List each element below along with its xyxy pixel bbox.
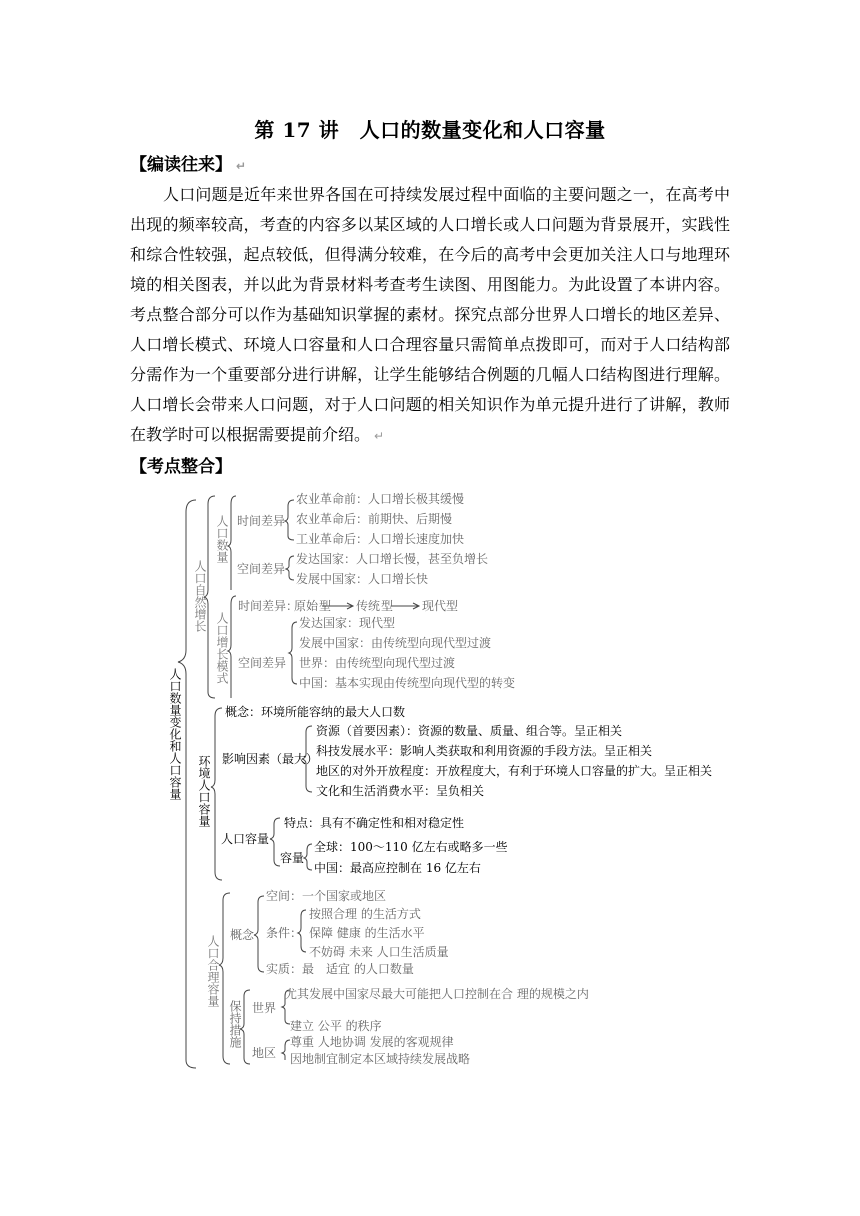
b1b-space: 空间差异	[238, 656, 287, 670]
b3-space: 空间：一个国家或地区	[266, 889, 387, 903]
b3-measure: 保持措施	[228, 1000, 242, 1048]
b1b-s4: 中国：基本实现由传统型向现代型的转变	[299, 676, 516, 690]
b1a-t2: 农业革命后：前期快、后期慢	[296, 512, 453, 526]
b2-f4: 文化和生活消费水平：呈负相关	[316, 784, 485, 798]
b1-label: 人口自然增长	[193, 560, 207, 632]
b3-r2: 因地制宜制定本区域持续发展战略	[290, 1052, 471, 1066]
b3-w2: 建立 公平 的秩序	[290, 1019, 382, 1033]
section-heading-key-points: 【考点整合】	[130, 457, 232, 477]
b3-c3: 不妨碍 未来 人口生活质量	[309, 945, 449, 959]
return-mark: ↵	[236, 159, 247, 173]
b1b-s3: 世界：由传统型向现代型过渡	[299, 656, 456, 670]
b2-c2a: 全球：100～110 亿左右或略多一些	[314, 840, 508, 854]
b2-factor: 影响因素（最大）	[222, 752, 319, 766]
b3-r1: 尊重 人地协调 发展的客观规律	[290, 1035, 454, 1049]
b3-c1: 按照合理 的生活方式	[309, 907, 421, 921]
b1b-time: 时间差异：	[238, 599, 299, 613]
root-label: 人口数量变化和人口容量	[168, 668, 182, 800]
section-heading-editorial: 【编读往来】 ↵	[130, 155, 247, 175]
b3-cond: 条件：	[266, 926, 303, 940]
b3-essence: 实质：最 适宜 的人口数量	[266, 962, 414, 976]
b1a-s1: 发达国家：人口增长慢，甚至负增长	[296, 552, 489, 566]
b3-w1: 尤其发展中国家尽最大可能把人口控制在合 理的规模之内	[285, 987, 589, 1001]
b3-label: 人口合理容量	[206, 935, 220, 1007]
b1a-label: 人口数量	[215, 515, 229, 563]
b1a-space: 空间差异	[237, 562, 286, 576]
b1a-time: 时间差异	[237, 514, 286, 528]
b1b-t1b: 型	[319, 599, 332, 613]
b1b-t1c: 传统	[356, 599, 381, 613]
b3-world: 世界	[252, 1001, 277, 1015]
b1b-s2: 发展中国家：由传统型向现代型过渡	[299, 636, 492, 650]
b3-concept: 概念	[230, 928, 255, 942]
b2-c2: 容量	[280, 851, 305, 865]
b1b-t1e: 现代	[422, 599, 447, 613]
b2-f3: 地区的对外开放程度：开放程度大，有利于环境人口容量的扩大。呈正相关	[316, 764, 713, 778]
b2-f1: 资源（首要因素）：资源的数量、质量、组合等。呈正相关	[316, 724, 623, 738]
intro-paragraph: 人口问题是近年来世界各国在可持续发展过程中面临的主要问题之一，在高考中出现的频率较高，考查的内容多以某区域的人口增长或人口问题为背景展开，实践性和综合性较强，起点较低，但得满分较难，在今后的高考中会更加关注人口与地理环境的相关图表，并以此为背景材料考查考生读图、用图能力。为此设置了本讲内容。考点整合部分可以作为基础知识掌握的素材。探究点部分世界人口增长的地区差异、人口增长模式、环境人口容量和人口合理容量只需简单点拨即可，而对于人口结构部分需作为一个重要部分进行讲解，让学生能够结合例题的几幅人口结构图进行理解。人口增长会带来人口问题，对于人口问题的相关知识作为单元提升进行了讲解，教师在教学时可以根据需要提前介绍。 ↵	[130, 185, 730, 444]
b1a-t3: 工业革命后：人口增长速度加快	[296, 532, 465, 546]
page-title: 第 17 讲 人口的数量变化和人口容量	[254, 118, 606, 142]
b1a-t1: 农业革命前：人口增长极其缓慢	[296, 492, 465, 506]
b1b-t1a: 原始	[294, 599, 319, 613]
b1b-t1d: 型	[381, 599, 394, 613]
b3-c2: 保障 健康 的生活水平	[309, 926, 425, 940]
b2-cap: 人口容量	[221, 832, 270, 846]
b2-concept: 概念：环境所能容纳的最大人口数	[225, 705, 406, 719]
b2-c1: 特点：具有不确定性和相对稳定性	[284, 816, 465, 830]
b2-c2b: 中国：最高应控制在 16 亿左右	[314, 861, 481, 875]
b1b-s1: 发达国家：现代型	[299, 616, 396, 630]
b2-f2: 科技发展水平：影响人类获取和利用资源的手段方法。呈正相关	[316, 744, 653, 758]
b3-region: 地区	[252, 1046, 277, 1060]
b1b-label: 人口增长模式	[215, 612, 229, 684]
b1b-t1f: 型	[446, 599, 459, 613]
b1a-s2: 发展中国家：人口增长快	[296, 572, 429, 586]
b2-label: 环境人口容量	[197, 755, 211, 827]
